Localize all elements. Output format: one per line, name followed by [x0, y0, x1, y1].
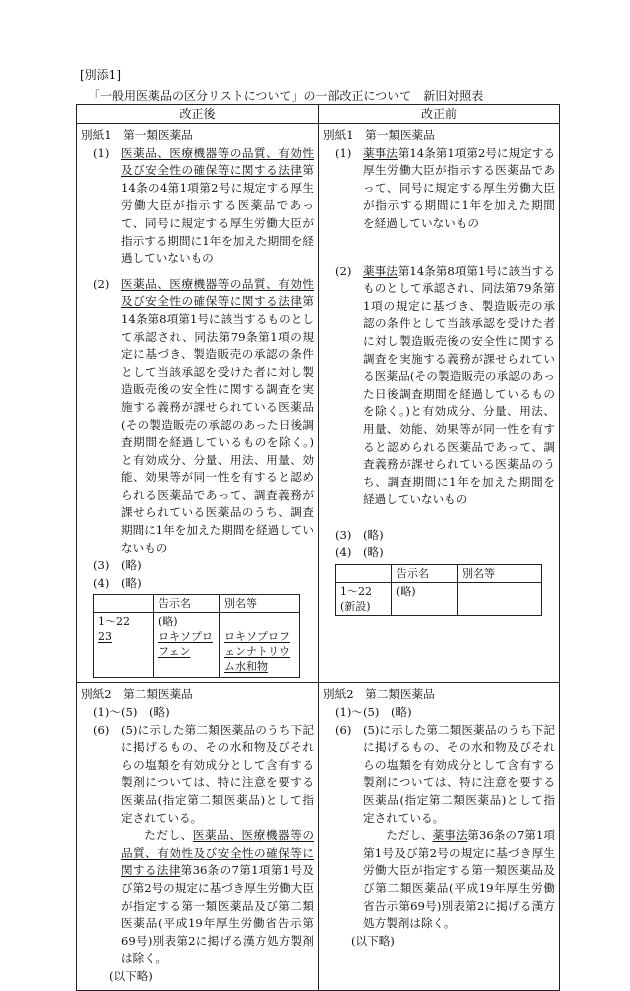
- underlined-amendment: 23: [98, 630, 112, 644]
- underlined-amendment: 薬事法: [363, 145, 398, 160]
- underlined-amendment: ロキソプロフェン: [158, 630, 213, 659]
- attachment-label: [別添1]: [80, 68, 121, 82]
- item-text: [121, 145, 314, 268]
- header-row: [77, 105, 560, 124]
- item-text: (5)に示した第二類医薬品のうち下記に掲げるもの、その水和物及びそれらの塩類を有効成分として含有する製剤については、特に注意を要する医薬品(指定第二類医薬品)として指定されている。: [121, 722, 314, 825]
- item-text-rest: 第14条第1項第2号に規定する厚生労働大臣が指示する医薬品であって、同号に規定する厚生労働大臣が指示する期間に1年を加えた期間を経過していないもの: [363, 145, 555, 230]
- table-cell-range: 1～22 (新設): [336, 583, 392, 616]
- proviso-lead: ただし、: [144, 828, 193, 843]
- table-header-notice-name: 告示名: [392, 565, 458, 583]
- omitted-below: (以下略): [351, 933, 395, 948]
- section-heading: 別紙1 第一類医薬品: [323, 128, 435, 142]
- table-header-row: [94, 595, 300, 613]
- table-cell-notice-name: (略) ロキソプロフェン: [154, 613, 220, 676]
- list-item: [323, 145, 555, 233]
- comparison-table: [76, 104, 560, 991]
- item-number: (6): [335, 722, 352, 737]
- section-row-1: [77, 124, 560, 683]
- item-number: (6): [93, 722, 110, 737]
- item-number: (2): [335, 263, 352, 278]
- item-omitted: (3) (略): [93, 558, 142, 573]
- underlined-amendment: ロキソプロフェンナトリウム水和物: [224, 630, 290, 674]
- table-header-row: [336, 565, 542, 583]
- item-text-rest: 第14条第8項第1号に該当するものとして承認され、同法第79条第1項の規定に基づき、製造販売の承認の条件として当該承認を受けた者に対し製造販売後の安全性に関する調査を実施する義務が課せられている医薬品(その製造販売の承認のあった日後調査期間を経過しているものを除く。)と有効成分、分量、用法、用量、効能、効果等が同一性を有すると認められる医薬品であって、調査義務が課せられている医薬品のうち、調査期間に1年を加えた期間を経過していないもの: [121, 294, 314, 555]
- underlined-amendment: 薬事法: [432, 828, 468, 843]
- table-header-alias: 別名等: [220, 595, 300, 613]
- proviso-paragraph: [81, 827, 314, 968]
- item-omitted: (4) (略): [93, 575, 142, 590]
- proviso-lead: ただし、: [386, 828, 433, 843]
- item-text-rest: 第14条第8項第1号に該当するものとして承認され、同法第79条第1項の規定に基づき、製造販売の承認の条件として当該承認を受けた者に対し製造販売後の安全性に関する調査を実施する義務が課せられている医薬品(その製造販売の承認のあった日後調査期間を経過しているものを除く。)と有効成分、分量、用法、用量、効能、効果等が同一性を有すると認められる医薬品であって、調査義務が課せられている医薬品のうち、調査期間に1年を加えた期間を経過していないもの: [363, 263, 555, 507]
- drug-name-table: [93, 594, 300, 678]
- item-omitted: (1)～(5) (略): [335, 705, 412, 720]
- section-heading: 別紙1 第一類医薬品: [81, 128, 193, 142]
- table-header-notice-name: 告示名: [154, 595, 220, 613]
- document-title: 「一般用医薬品の区分リストについて」の一部改正について 新旧対照表: [88, 89, 484, 103]
- item-omitted: (4) (略): [335, 545, 384, 560]
- underlined-amendment: 医薬品、医療機器等の品質、有効性及び安全性の確保等に関する法律: [121, 828, 314, 878]
- item-omitted: (1)～(5) (略): [93, 705, 170, 720]
- item-number: (2): [93, 276, 110, 291]
- before-section-1: [319, 124, 560, 683]
- table-cell-alias: [220, 613, 300, 676]
- list-item: [323, 263, 555, 509]
- underlined-amendment: 医薬品、医療機器等の品質、有効性及び安全性の確保等に関する法律: [121, 276, 314, 309]
- item-text: [121, 276, 314, 558]
- table-row: [94, 613, 300, 676]
- underlined-amendment: 薬事法: [363, 263, 398, 278]
- list-item: [323, 722, 555, 828]
- after-section-1: [77, 124, 319, 683]
- proviso-rest: 第36条の7第1項第1号及び第2号の規定に基づき厚生労働大臣が指定する第一類医薬品及び第二類医薬品(平成19年厚生労働省告示第69号)別表第2に掲げる漢方処方製剤は除く。: [363, 828, 555, 931]
- table-cell-range: 1～22 23: [94, 613, 154, 676]
- list-item: [81, 145, 314, 268]
- item-text: [363, 263, 555, 509]
- column-header-before: 改正前: [319, 105, 560, 124]
- after-section-2: [77, 683, 319, 990]
- section-heading: 別紙2 第二類医薬品: [81, 687, 193, 702]
- section-heading: 別紙2 第二類医薬品: [323, 687, 435, 702]
- table-cell-alias: [458, 583, 542, 616]
- item-number: (1): [335, 145, 352, 160]
- proviso-paragraph: [323, 827, 555, 933]
- proviso-rest: 第36条の7第1項第1号及び第2号の規定に基づき厚生労働大臣が指定する第一類医薬品及び第二類医薬品(平成19年厚生労働省告示第69号)別表第2に掲げる漢方処方製剤は除く。: [121, 863, 314, 966]
- item-text-rest: 第14条の4第1項第2号に規定する厚生労働大臣が指示する医薬品であって、同号に規定する厚生労働大臣が指示する期間に1年を加えた期間を経過していないもの: [121, 163, 314, 266]
- list-item: [81, 722, 314, 828]
- item-text: (5)に示した第二類医薬品のうち下記に掲げるもの、その水和物及びそれらの塩類を有効成分として含有する製剤については、特に注意を要する医薬品(指定第二類医薬品)として指定されている。: [363, 722, 555, 825]
- table-row: [336, 583, 542, 616]
- omitted-below: (以下略): [109, 968, 153, 983]
- section-row-2: [77, 683, 560, 990]
- table-cell-notice-name: (略): [392, 583, 458, 616]
- item-omitted: (3) (略): [335, 527, 384, 542]
- item-text: [363, 145, 555, 233]
- item-number: (1): [93, 145, 110, 160]
- drug-name-table: [335, 564, 542, 616]
- column-header-after: 改正後: [77, 105, 319, 124]
- table-header-alias: 別名等: [458, 565, 542, 583]
- underlined-amendment: 医薬品、医療機器等の品質、有効性及び安全性の確保等に関する法律: [121, 145, 314, 178]
- before-section-2: [319, 683, 560, 990]
- list-item: [81, 276, 314, 558]
